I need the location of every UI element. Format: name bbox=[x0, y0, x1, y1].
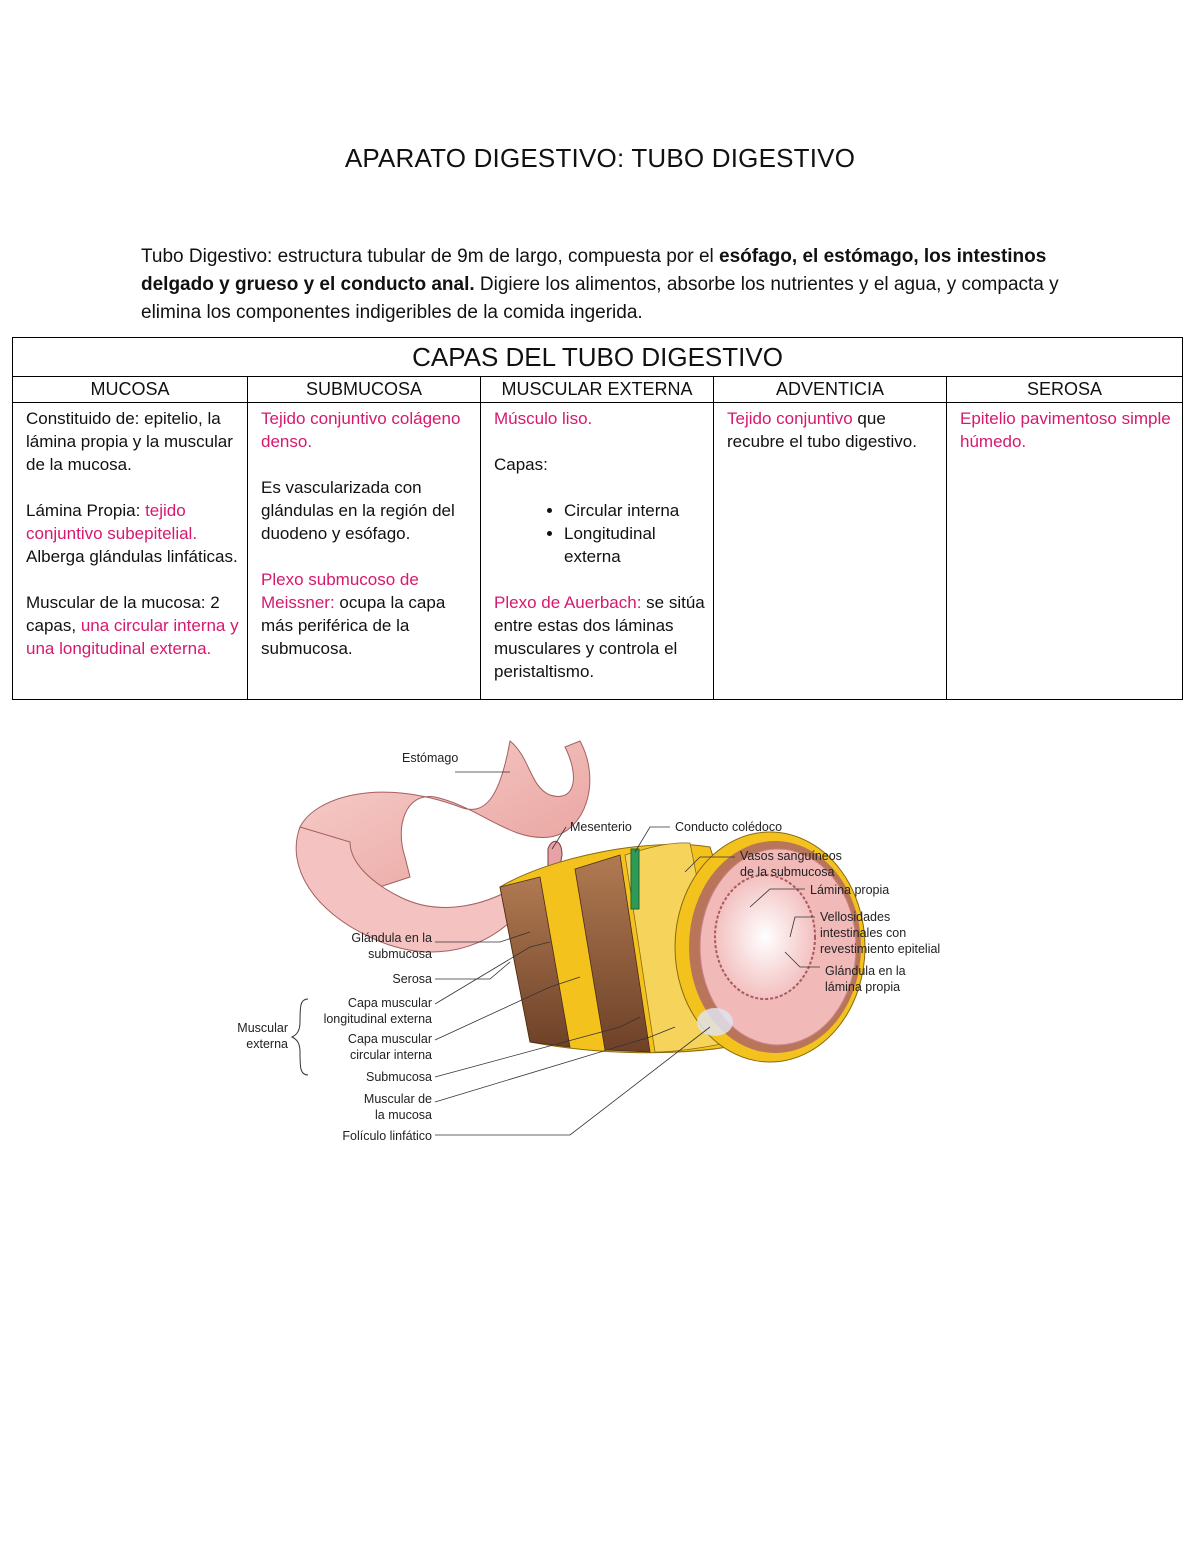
label-foliculo-linfatico: Folículo linfático bbox=[342, 1129, 432, 1143]
mucosa-p3 bbox=[26, 591, 239, 660]
label-muscular-mucosa-1: Muscular de bbox=[363, 1092, 432, 1106]
intro-text-2: Digiere los alimentos, absorbe los nutrientes y el agua, y compacta y elimina los componentes indigeribles de la comida ingerida. bbox=[141, 274, 1059, 323]
label-glandula-lamina-1: Glándula en la bbox=[825, 964, 906, 978]
label-vellosidades-2: intestinales con bbox=[820, 926, 907, 940]
submucosa-p1: Tejido conjuntivo colágeno denso. bbox=[261, 409, 461, 451]
mucosa-p2-label: Lámina Propia: bbox=[26, 501, 146, 520]
adventicia-p1 bbox=[727, 407, 938, 453]
submucosa-p3 bbox=[261, 568, 472, 660]
page-title: APARATO DIGESTIVO: TUBO DIGESTIVO bbox=[344, 143, 856, 173]
label-muscular-mucosa-2: la mucosa bbox=[375, 1108, 432, 1122]
label-submucosa: Submucosa bbox=[365, 1070, 432, 1084]
muscular-p2: Capas: bbox=[494, 455, 548, 474]
lymph-follicle bbox=[697, 1008, 733, 1036]
label-glandula-lamina-2: lámina propia bbox=[825, 980, 901, 994]
label-vellosidades-1: Vellosidades bbox=[820, 910, 891, 924]
header-submucosa: SUBMUCOSA bbox=[248, 377, 481, 403]
adventicia-highlight: Tejido conjuntivo bbox=[727, 409, 853, 428]
label-capa-longitudinal-1: Capa muscular bbox=[347, 996, 432, 1010]
bile-duct bbox=[631, 849, 639, 909]
muscular-p3-rest: se sitúa entre estas dos láminas musculares y controla el peristaltismo. bbox=[494, 593, 705, 681]
label-vasos-2: de la submucosa bbox=[740, 865, 835, 879]
tube-diagram bbox=[230, 737, 965, 1147]
cell-mucosa bbox=[13, 403, 248, 700]
submucosa-p2: Es vascularizada con glándulas en la región del duodeno y esófago. bbox=[261, 478, 455, 543]
mucosa-p2 bbox=[26, 499, 239, 568]
intro-bold-organs: esófago, el estómago, los intestinos delgado y grueso y el conducto anal. bbox=[141, 246, 1047, 295]
submucosa-p3-highlight: Plexo submucoso de Meissner: bbox=[261, 570, 419, 612]
label-vellosidades-3: revestimiento epitelial bbox=[820, 942, 941, 956]
serosa-p1: Epitelio pavimentoso simple húmedo. bbox=[960, 409, 1171, 451]
label-glandula-submucosa-2: submucosa bbox=[368, 947, 432, 961]
muscular-externa-brace bbox=[292, 999, 308, 1075]
header-adventicia: ADVENTICIA bbox=[714, 377, 947, 403]
cell-submucosa bbox=[248, 403, 481, 700]
mucosa-p2-rest: Alberga glándulas linfáticas. bbox=[26, 547, 238, 566]
label-vasos-1: Vasos sanguíneos bbox=[740, 849, 842, 863]
label-capa-circular-1: Capa muscular bbox=[347, 1032, 432, 1046]
header-serosa: SEROSA bbox=[947, 377, 1183, 403]
muscular-p3 bbox=[494, 591, 705, 683]
mucosa-p3-highlight: una circular interna y una longitudinal externa. bbox=[26, 616, 239, 658]
cell-muscular-externa bbox=[481, 403, 714, 700]
header-mucosa: MUCOSA bbox=[13, 377, 248, 403]
label-glandula-submucosa-1: Glándula en la bbox=[351, 931, 432, 945]
mucosa-p3-label: Muscular de la mucosa: 2 capas, bbox=[26, 593, 220, 635]
muscular-p1: Músculo liso. bbox=[494, 409, 593, 428]
label-mesenterio: Mesenterio bbox=[570, 820, 632, 834]
table-caption: CAPAS DEL TUBO DIGESTIVO bbox=[13, 338, 1183, 377]
label-muscular-externa-1: Muscular bbox=[237, 1021, 288, 1035]
list-item: • Circular interna bbox=[564, 499, 705, 522]
header-muscular-externa: MUSCULAR EXTERNA bbox=[481, 377, 714, 403]
intro-text-1: Tubo Digestivo: estructura tubular de 9m de largo, compuesta por el bbox=[141, 246, 720, 267]
label-conducto-coledoco: Conducto colédoco bbox=[675, 820, 783, 834]
cell-serosa bbox=[947, 403, 1183, 700]
layers-table bbox=[12, 337, 1183, 700]
mucosa-p2-highlight: tejido conjuntivo subepitelial. bbox=[26, 501, 198, 543]
digestive-tube-illustration bbox=[230, 737, 965, 1147]
mucosa-p1: Constituido de: epitelio, la lámina propia y la muscular de la mucosa. bbox=[26, 409, 233, 474]
list-item: • Longitudinal externa bbox=[564, 522, 705, 568]
muscular-p3-highlight: Plexo de Auerbach: bbox=[494, 593, 642, 612]
label-estomago: Estómago bbox=[402, 751, 459, 765]
label-lamina-propia: Lámina propia bbox=[810, 883, 890, 897]
muscular-layers-list bbox=[494, 499, 705, 568]
label-serosa: Serosa bbox=[392, 972, 432, 986]
label-muscular-externa-2: externa bbox=[246, 1037, 288, 1051]
submucosa-p3-rest: ocupa la capa más periférica de la submucosa. bbox=[261, 593, 446, 658]
label-capa-circular-2: circular interna bbox=[350, 1048, 432, 1062]
adventicia-rest: que recubre el tubo digestivo. bbox=[727, 409, 917, 451]
cell-adventicia bbox=[714, 403, 947, 700]
label-capa-longitudinal-2: longitudinal externa bbox=[323, 1012, 432, 1026]
intro-paragraph bbox=[141, 243, 1061, 327]
